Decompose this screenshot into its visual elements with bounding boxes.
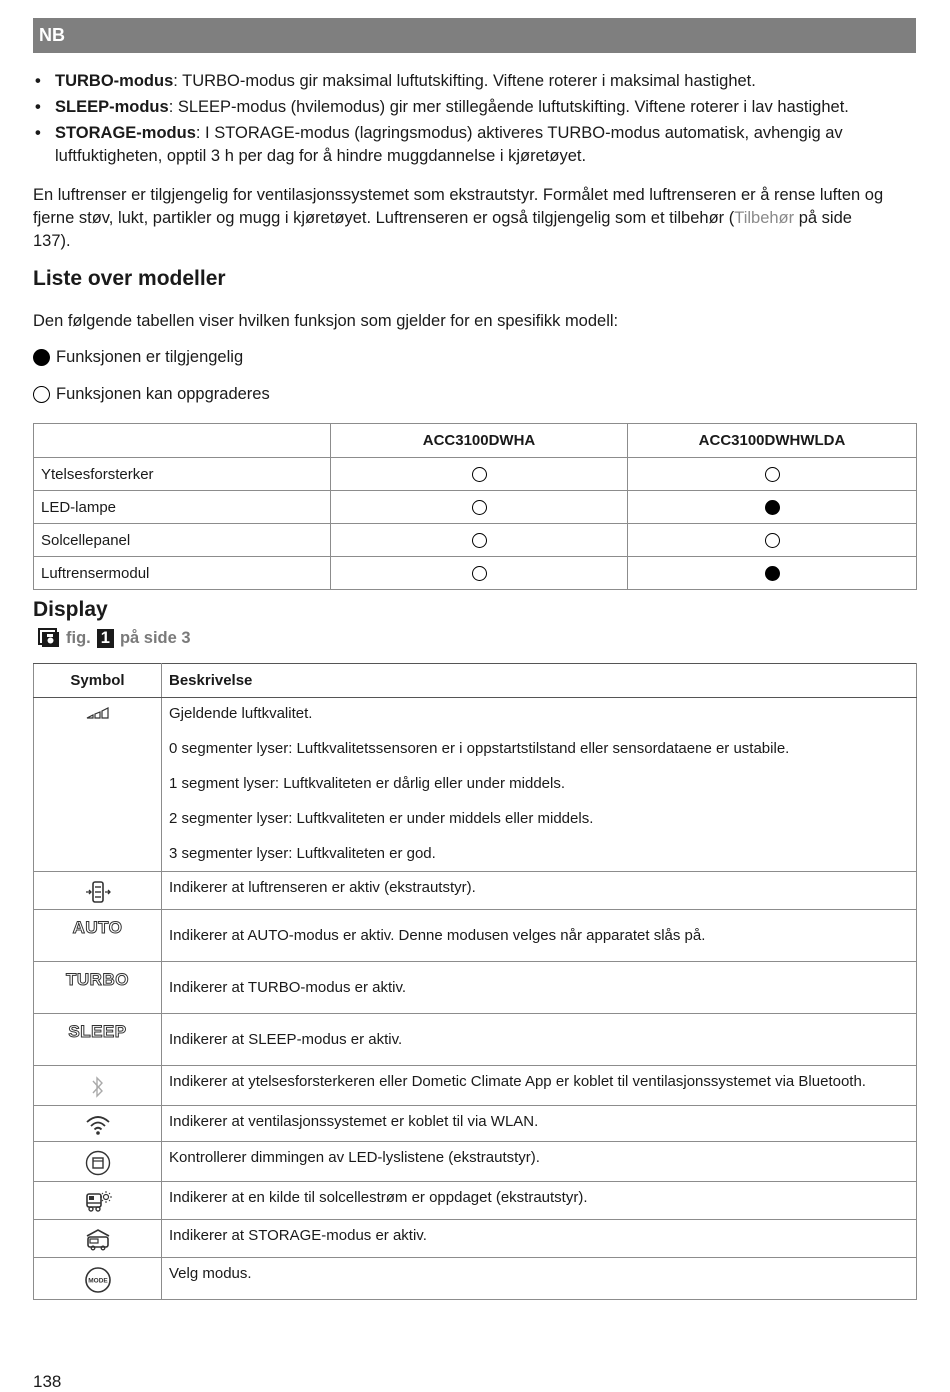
bullet-text: : SLEEP-modus (hvilemodus) gir mer stillegående luftutskifting. Viftene roterer i lav hastighet. [168,98,849,116]
bullet-term: STORAGE-modus [55,124,196,142]
description-cell [162,910,917,962]
description-cell [162,1106,917,1142]
description-line: Indikerer at TURBO-modus er aktiv. [169,979,407,996]
fig-label: fig. [66,628,91,647]
table-row [34,698,917,872]
accessories-link[interactable]: Tilbehør [734,209,795,227]
sleep-text-icon: SLEEP [68,1022,127,1041]
filled-circle-icon [33,349,50,366]
empty-circle-icon [472,500,487,515]
turbo-text-icon: TURBO [66,970,129,989]
wifi-icon [84,1123,112,1140]
air-quality-icon [85,707,111,724]
table-row [34,1014,917,1066]
table-row [34,458,917,491]
display-heading: Display [33,598,108,621]
table-row [34,910,917,962]
intro-paragraph: En luftrenser er tilgjengelig for ventilasjonssystemet som ekstrautstyr. Formålet med luftrenseren er å rense luften og fjerne støv, lukt, partikler og mugg i kjøretøyet. Luftrenseren er også tilgjengelig som et tilbehør (Tilbehør på side 137). [33,186,884,250]
description-cell [162,698,917,872]
mode-bullet-list [33,70,903,171]
description-cell [162,1142,917,1182]
empty-circle-icon [33,386,50,403]
legend-available: Funksjonen er tilgjengelig [33,348,243,367]
auto-text-icon: AUTO [72,918,123,937]
feature-label: Ytelsesforsterker [34,458,331,491]
table-row [34,1182,917,1220]
fig-page: på side 3 [119,628,191,647]
models-description: Den følgende tabellen viser hvilken funksjon som gjelder for en spesifikk modell: [33,312,619,330]
table-header-row [34,424,917,458]
description-line: Indikerer at ventilasjonssystemet er koblet til via WLAN. [169,1113,539,1130]
description-cell [162,1258,917,1300]
table-row [34,524,917,557]
description-line: Velg modus. [169,1265,252,1282]
column-header: ACC3100DWHWLDA [628,424,917,458]
table-row [34,872,917,910]
table-row [34,1258,917,1300]
description-line: Gjeldende luftkvalitet. [169,705,313,722]
description-line: 0 segmenter lyser: Luftkvalitetssensoren er i oppstartstilstand eller sensordataene er ustabile. [169,740,790,757]
empty-circle-icon [472,467,487,482]
filled-circle-icon [765,500,780,515]
table-row [34,1142,917,1182]
description-line: Indikerer at STORAGE-modus er aktiv. [169,1227,427,1244]
svg-text:MODE: MODE [87,1277,108,1285]
table-row [34,1066,917,1106]
table-row [34,1106,917,1142]
empty-circle-icon [765,533,780,548]
legend-upgradable: Funksjonen kan oppgraderes [33,385,270,404]
page-number: 138 [33,1372,62,1391]
feature-label: Luftrensermodul [34,557,331,590]
led-dimming-icon [85,1163,111,1180]
filled-circle-icon [765,566,780,581]
description-cell [162,1066,917,1106]
description-line: Indikerer at SLEEP-modus er aktiv. [169,1031,403,1048]
bullet-storage: • STORAGE-modus: I STORAGE-modus (lagringsmodus) aktiveres TURBO-modus automatisk, avhengig av luftfuktigheten, opptil 3 h per dag for å hindre muggdannelse i kjøretøyet. [35,124,843,165]
table-row [34,1220,917,1258]
figure-reference[interactable] [38,628,191,648]
description-line: Indikerer at ytelsesforsterkeren eller Dometic Climate App er koblet til ventilasjonssystemet via Bluetooth. [169,1073,866,1090]
description-line: 1 segment lyser: Luftkvaliteten er dårlig eller under middels. [169,775,566,792]
models-table [33,423,917,590]
description-cell [162,1220,917,1258]
empty-circle-icon [472,566,487,581]
language-header-bar [33,18,916,53]
description-line: 3 segmenter lyser: Luftkvaliteten er god. [169,845,436,862]
air-purifier-icon [85,891,111,908]
table-row [34,962,917,1014]
column-header [34,424,331,458]
description-line: 2 segmenter lyser: Luftkvaliteten er under middels eller middels. [169,810,594,827]
mode-button-icon [84,1277,112,1298]
description-line: Kontrollerer dimmingen av LED-lyslistene (ekstrautstyr). [169,1149,540,1166]
description-cell [162,962,917,1014]
language-label: NB [39,25,65,45]
feature-label: Solcellepanel [34,524,331,557]
column-header: ACC3100DWHA [331,424,628,458]
description-line: Indikerer at en kilde til solcellestrøm er oppdaget (ekstrautstyr). [169,1189,588,1206]
camera-icon [38,628,60,648]
display-symbols-table [33,663,917,1300]
description-cell [162,872,917,910]
fig-number: 1 [97,629,114,648]
table-header-row [34,664,917,698]
empty-circle-icon [765,467,780,482]
table-row [34,491,917,524]
column-header-description: Beskrivelse [162,664,917,698]
description-cell [162,1014,917,1066]
solar-icon [84,1201,112,1218]
empty-circle-icon [472,533,487,548]
bullet-term: TURBO-modus [55,72,174,90]
column-header-symbol: Symbol [34,664,162,698]
table-row [34,557,917,590]
description-cell [162,1182,917,1220]
bullet-term: SLEEP-modus [55,98,169,116]
bullet-text: : TURBO-modus gir maksimal luftutskifting. Viftene roterer i maksimal hastighet. [173,72,756,90]
models-heading: Liste over modeller [33,267,226,290]
feature-label: LED-lampe [34,491,331,524]
storage-icon [84,1239,112,1256]
bluetooth-icon [90,1087,106,1104]
description-line: Indikerer at AUTO-modus er aktiv. Denne modusen velges når apparatet slås på. [169,927,706,944]
bullet-sleep: • SLEEP-modus: SLEEP-modus (hvilemodus) gir mer stillegående luftutskifting. Viftene roterer i lav hastighet. [35,98,849,116]
bullet-turbo: • TURBO-modus: TURBO-modus gir maksimal luftutskifting. Viftene roterer i maksimal hastighet. [35,72,756,90]
bullet-text: : I STORAGE-modus (lagringsmodus) aktiveres TURBO-modus automatisk, avhengig av luftfuktigheten, opptil 3 h per dag for å hindre muggdannelse i kjøretøyet. [55,124,843,165]
description-line: Indikerer at luftrenseren er aktiv (ekstrautstyr). [169,879,476,896]
